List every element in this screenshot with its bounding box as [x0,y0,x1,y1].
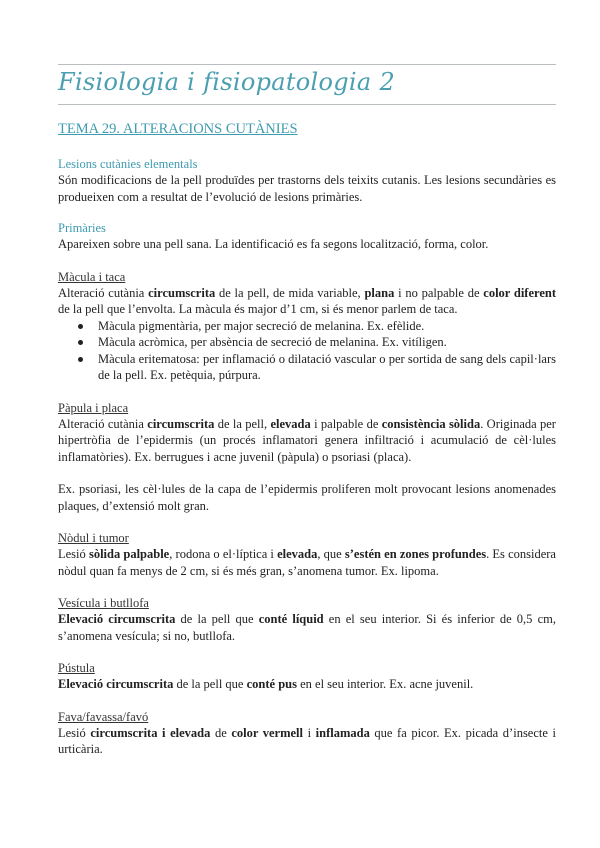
page-title: Fisiologia i fisiopatologia 2 [58,68,396,96]
paragraph-vesicula: Elevació circumscrita de la pell que conté líquid en el seu interior. Si és inferior de 0,5 cm, s’anomena vesícula; si no, butllofa. [58,612,556,643]
document-body [58,120,556,758]
paragraph-fava: Lesió circumscrita i elevada de color vermell i inflamada que fa picor. Ex. picada d’insecte i urticària. [58,725,556,756]
section-heading-macula: Màcula i taca [58,269,126,284]
list-item: Màcula eritematosa: per inflamació o dilatació vascular o per sortida de sang dels capil·lars de la pell. Ex. petèquia, púrpura. [90,351,556,384]
paragraph-papula-example: Ex. psoriasi, les cèl·lules de la capa de l’epidermis proliferen molt provocant lesions anomenades plaques, d’extensió molt gran. [58,482,556,513]
paragraph-papula: Alteració cutània circumscrita de la pell, elevada i palpable de consistència sòlida. Originada per hipertròfia de l’epidermis (un procés inflamatori genera infiltració i acumulació de cèl·lules inflamatòries). Ex. berrugues i acne juvenil (pàpula) o psoriasi (placa). [58,416,556,464]
section-heading-elementals: Lesions cutànies elementals [58,157,198,171]
paragraph-macula: Alteració cutània circumscrita de la pell, de mida variable, plana i no palpable de color diferent de la pell que l’envolta. La màcula és major d’1 cm, si és menor parlem de taca. [58,285,556,316]
section-heading-papula: Pàpula i placa [58,400,129,415]
paragraph-elementals: Són modificacions de la pell produïdes per trastorns dels teixits cutanis. Les lesions secundàries es produeixen com a resultat de l’evolució de lesions primàries. [58,173,556,204]
section-heading-fava: Fava/favassa/favó [58,709,149,724]
section-heading-pustula: Pústula [58,661,95,675]
paragraph-nodul: Lesió sòlida palpable, rodona o el·líptica i elevada, que s’estén en zones profundes. Es considera nòdul quan fa menys de 2 cm, si és més gran, s’anomena tumor. Ex. lipoma. [58,547,556,578]
header-rule-top [58,64,556,65]
macula-list [58,318,556,384]
header-rule-bottom [58,104,556,105]
section-heading-primaries: Primàries [58,221,106,235]
list-item: Màcula pigmentària, per major secreció de melanina. Ex. efèlide. [90,318,556,335]
section-heading-nodul: Nòdul i tumor [58,531,129,545]
paragraph-primaries: Apareixen sobre una pell sana. La identificació es fa segons localització, forma, color. [58,237,489,251]
topic-heading: TEMA 29. ALTERACIONS CUTÀNIES [58,121,298,137]
list-item: Màcula acròmica, per absència de secreció de melanina. Ex. vitíligen. [90,334,556,351]
paragraph-pustula: Elevació circumscrita de la pell que conté pus en el seu interior. Ex. acne juvenil. [58,677,474,691]
section-heading-vesicula: Vesícula i butllofa [58,596,149,610]
